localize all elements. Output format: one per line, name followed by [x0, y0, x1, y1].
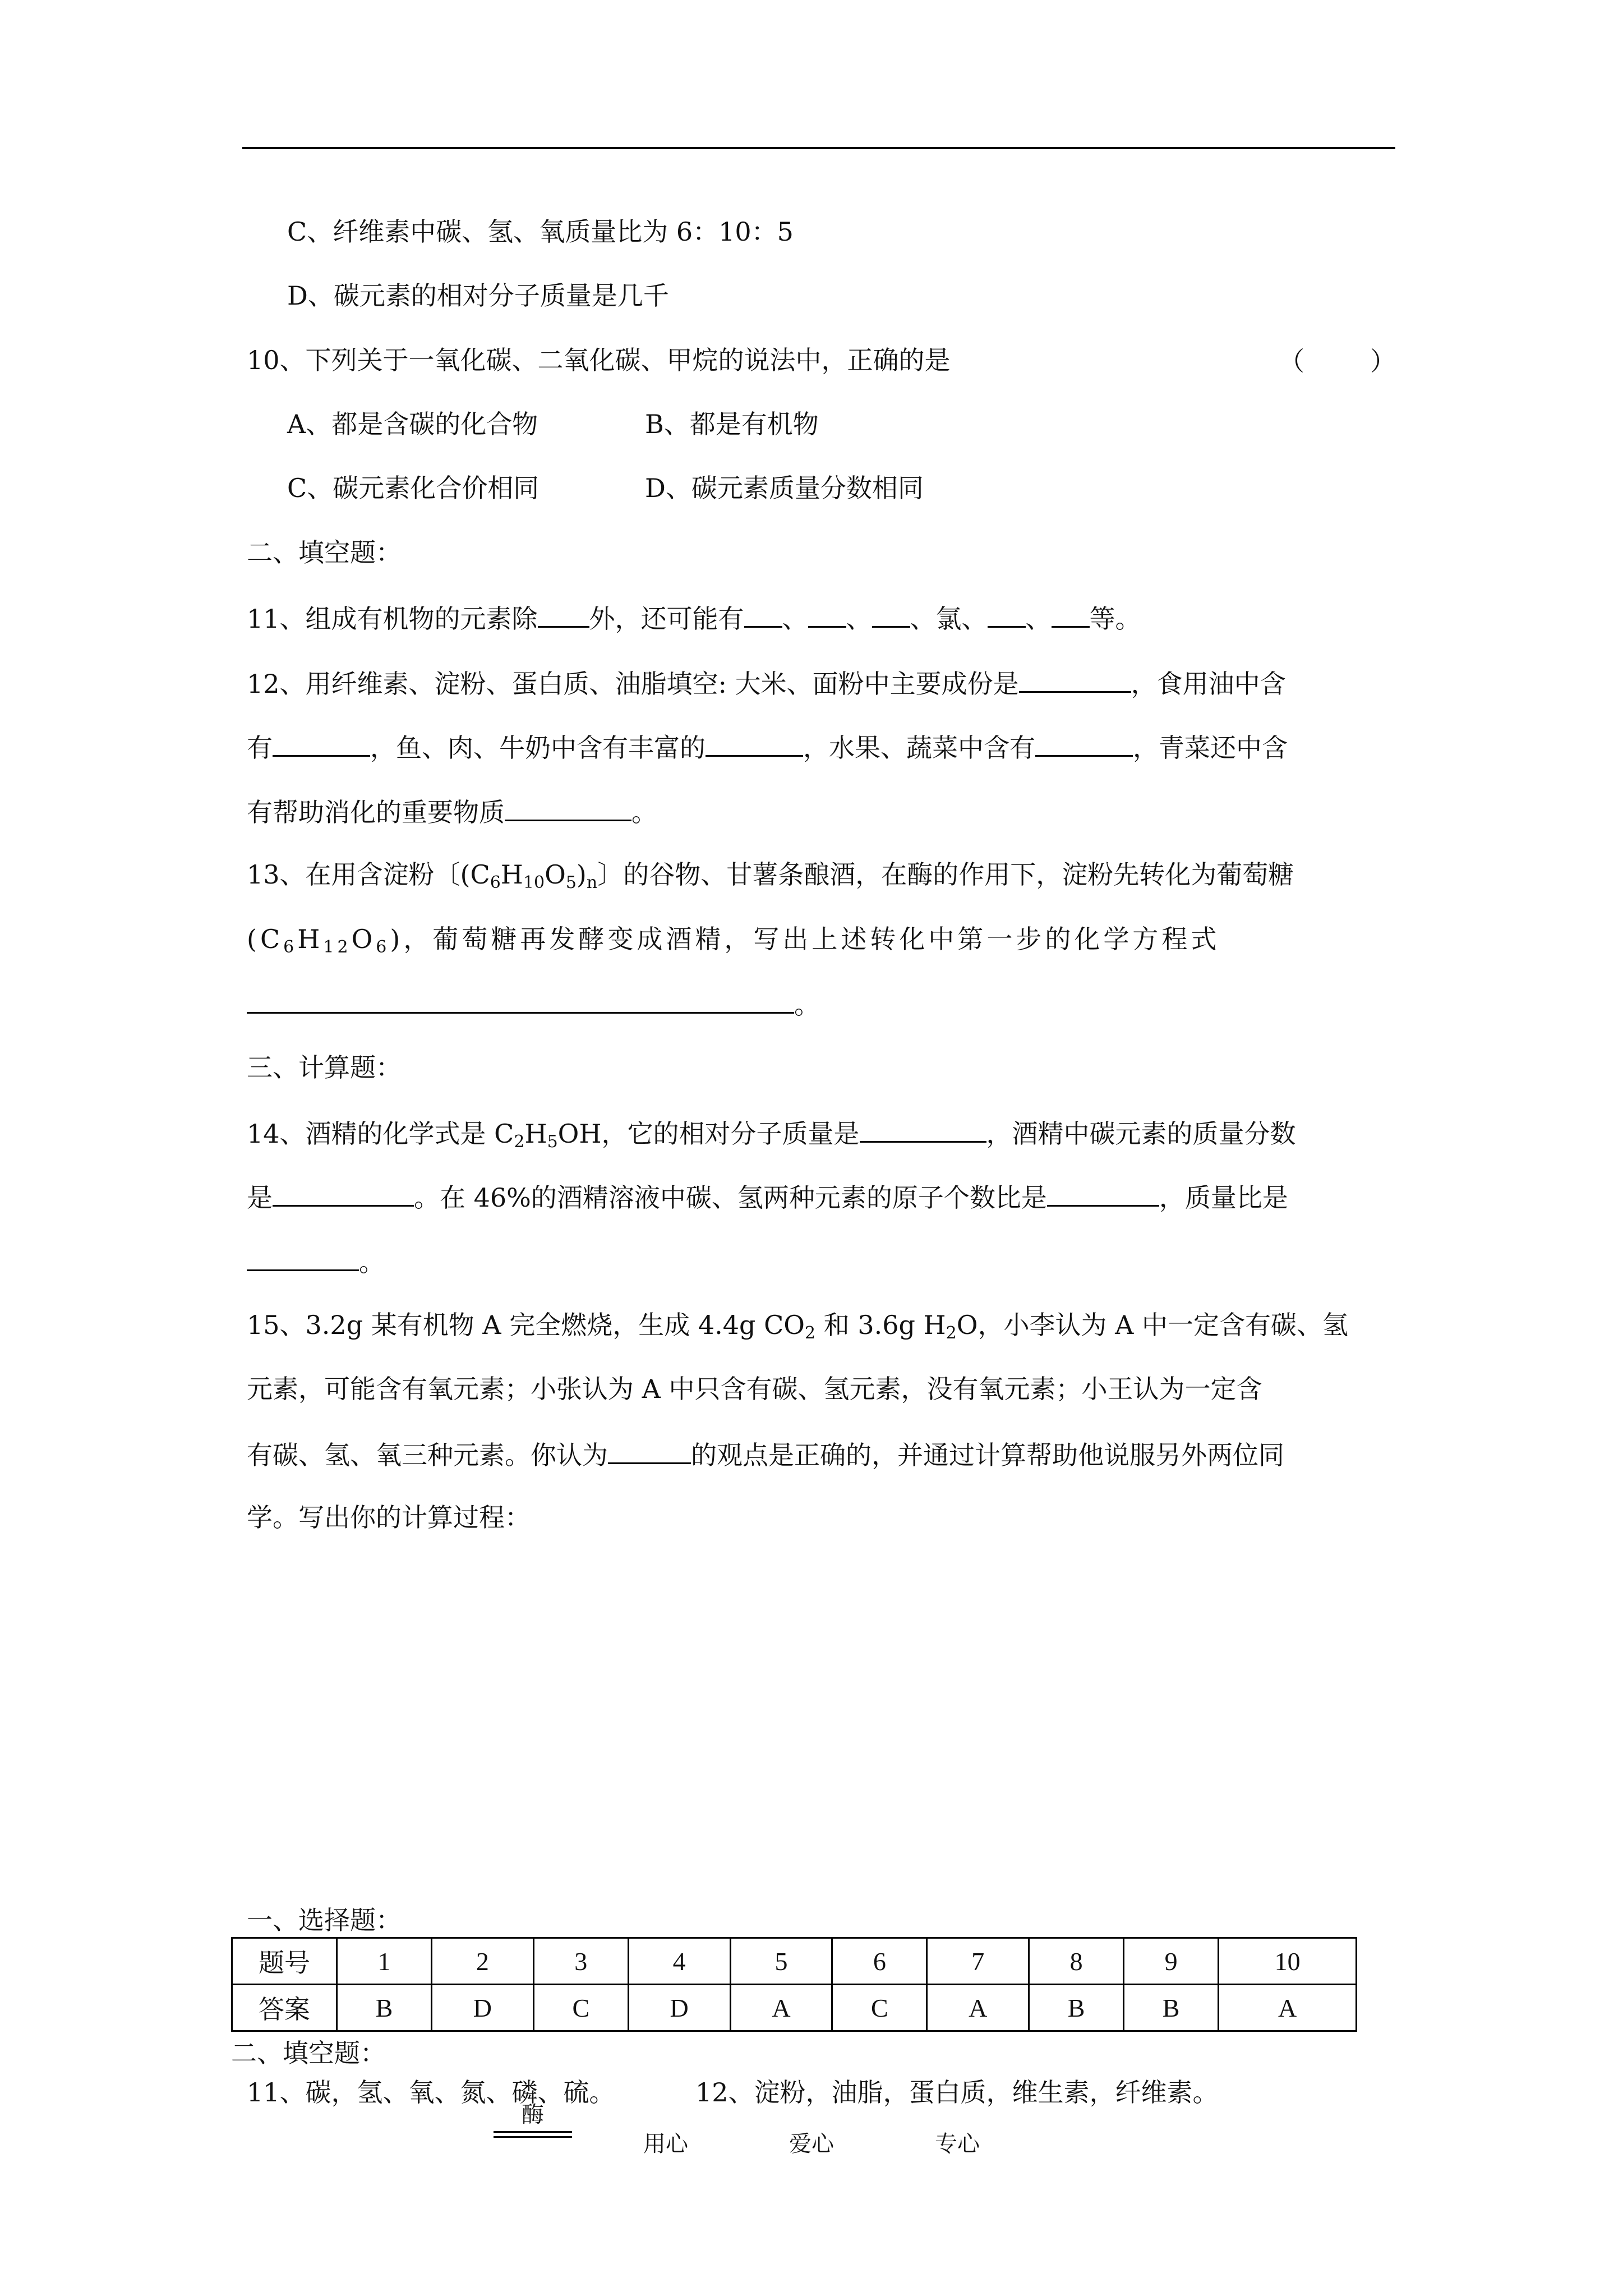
q11-blank-2[interactable] [744, 600, 782, 628]
q12-blank-1[interactable] [1019, 665, 1131, 693]
q12-text: ，食用油中含 [1131, 669, 1286, 699]
q13-text: 〕的谷物、甘薯条酿酒，在酶的作用下，淀粉先转化为葡萄糖 [597, 859, 1294, 890]
q12-text: 。 [631, 797, 657, 827]
q15-text: 15、3.2g 某有机物 A 完全燃烧，生成 4.4g CO [247, 1310, 805, 1340]
footer-text: 爱心 [789, 2131, 834, 2157]
table-cell: 4 [628, 1938, 730, 1985]
q10-answer-bracket: （ ） [1279, 346, 1396, 376]
q13-text: H [297, 924, 324, 954]
q10-option-a: A、都是含碳的化合物 [287, 409, 538, 439]
q13-text: 13、在用含淀粉〔(C [247, 859, 490, 890]
q12-blank-4[interactable] [1035, 729, 1133, 757]
table-cell: B [1029, 1985, 1124, 2031]
answers-section-fill: 二、填空题： [231, 2038, 386, 2068]
q11-text-2: 外，还可能有 [589, 604, 744, 634]
header-rule [242, 147, 1395, 149]
q14-line-2 [247, 1179, 1288, 1214]
q12-line-1 [247, 665, 1286, 701]
q15-blank[interactable] [608, 1437, 691, 1464]
q9-option-c: C、纤维素中碳、氢、氧质量比为 6：10：5 [287, 217, 794, 247]
q14-text: ，酒精中碳元素的质量分数 [986, 1119, 1296, 1149]
table-cell: C [533, 1985, 628, 2031]
answer-11: 11、碳，氢、氧、氮、磷、硫。 [247, 2077, 615, 2108]
q14-blank-3[interactable] [1047, 1179, 1159, 1207]
table-cell: B [1124, 1985, 1219, 2031]
q14-blank-2[interactable] [273, 1179, 414, 1207]
answers-section-choice: 一、选择题： [247, 1905, 402, 1935]
table-row-answers [232, 1985, 1357, 2031]
q13-equation-blank[interactable] [247, 986, 794, 1014]
q12-blank-3[interactable] [706, 729, 803, 757]
q12-text: 12、用纤维素、淀粉、蛋白质、油脂填空: 大米、面粉中主要成份是 [247, 669, 1019, 699]
q14-blank-1[interactable] [860, 1115, 986, 1143]
q14-text: 。在 46%的酒精溶液中碳、氢两种元素的原子个数比是 [414, 1182, 1047, 1213]
table-cell: A [927, 1985, 1029, 2031]
q15-line-1 [247, 1308, 1348, 1342]
subscript: 6 [490, 873, 501, 892]
q13-line-2 [247, 922, 1220, 956]
subscript: 5 [547, 1132, 558, 1152]
subscript: 2 [514, 1132, 525, 1152]
q11-sep: 、 [1025, 604, 1052, 634]
table-cell: D [432, 1985, 534, 2031]
q11-blank-4[interactable] [872, 600, 910, 628]
q15-text: 的观点是正确的，并通过计算帮助他说服另外两位同 [691, 1440, 1284, 1470]
table-header-label: 答案 [232, 1985, 337, 2031]
table-cell: 3 [533, 1938, 628, 1985]
table-cell: 5 [730, 1938, 832, 1985]
q12-text: 有帮助消化的重要物质 [247, 797, 505, 827]
q15-text: O，小李认为 A 中一定含有碳、氢 [956, 1310, 1348, 1340]
subscript: 6 [283, 937, 298, 957]
q14-text: 14、酒精的化学式是 C [247, 1119, 514, 1149]
q11-text-4: 等。 [1089, 604, 1141, 634]
q11-blank-3[interactable] [808, 600, 846, 628]
table-cell: C [832, 1985, 927, 2031]
subscript: 6 [376, 937, 390, 957]
subscript: 5 [565, 873, 577, 892]
q14-text: 。 [359, 1247, 385, 1277]
q12-blank-5[interactable] [505, 794, 631, 821]
q10-option-d: D、碳元素质量分数相同 [645, 473, 924, 503]
page-footer [0, 2126, 1623, 2158]
table-cell: 1 [337, 1938, 432, 1985]
table-header-label: 题号 [232, 1938, 337, 1985]
subscript: 2 [946, 1323, 957, 1343]
q14-text: 是 [247, 1182, 273, 1213]
q11-blank-6[interactable] [1052, 600, 1090, 628]
table-cell: 10 [1219, 1938, 1357, 1985]
q13-text: )，葡萄糖再发酵变成酒精，写出上述转化中第一步的化学方程式 [390, 924, 1220, 954]
q14-text: OH，它的相对分子质量是 [557, 1119, 860, 1149]
answer-12: 12、淀粉，油脂，蛋白质，维生素，纤维素。 [695, 2077, 1219, 2108]
table-cell: 7 [927, 1938, 1029, 1985]
q14-line-1 [247, 1115, 1296, 1151]
q13-line-1 [247, 858, 1294, 891]
table-cell: A [1219, 1985, 1357, 2031]
footer-text: 专心 [935, 2131, 980, 2157]
q13-text: ) [576, 859, 587, 890]
q12-text: 有 [247, 733, 273, 763]
table-cell: D [628, 1985, 730, 2031]
q10-stem: 10、下列关于一氧化碳、二氧化碳、甲烷的说法中，正确的是 [247, 345, 951, 375]
subscript: 2 [804, 1323, 816, 1343]
answer-table [231, 1937, 1357, 2032]
table-cell: 2 [432, 1938, 534, 1985]
q14-blank-4[interactable] [247, 1244, 359, 1271]
q13-text: H [500, 859, 523, 890]
section-fill-in-heading: 二、填空题： [247, 537, 402, 568]
footer-text: 用心 [643, 2131, 688, 2157]
enzyme-label: 酶 [522, 2102, 544, 2128]
q11-sep: 、 [782, 604, 808, 634]
q10-option-b: B、都是有机物 [645, 409, 819, 439]
q9-option-d: D、碳元素的相对分子质量是几千 [287, 280, 669, 311]
q11-blank-5[interactable] [988, 600, 1026, 628]
q14-line-3 [247, 1244, 385, 1279]
q11-line [247, 600, 1141, 636]
subscript: 10 [523, 873, 545, 892]
q13-text: O [545, 859, 566, 890]
q12-blank-2[interactable] [273, 729, 370, 757]
q15-line-3 [247, 1437, 1284, 1472]
q12-line-3 [247, 794, 657, 829]
q15-line-4: 学。写出你的计算过程： [247, 1502, 531, 1533]
q11-blank-1[interactable] [538, 600, 589, 628]
q11-text-1: 11、组成有机物的元素除 [247, 604, 538, 634]
q12-text: ，鱼、肉、牛奶中含有丰富的 [370, 733, 706, 763]
table-row-numbers [232, 1938, 1357, 1985]
q13-text: O [351, 924, 376, 954]
table-cell: A [730, 1985, 832, 2031]
q13-text: (C [247, 924, 284, 954]
q10-option-c: C、碳元素化合价相同 [287, 473, 540, 503]
q13-line-3 [247, 986, 820, 1022]
subscript: n [586, 873, 598, 892]
table-cell: 8 [1029, 1938, 1124, 1985]
q15-text: 和 3.6g H [815, 1310, 946, 1340]
subscript: 12 [323, 937, 352, 957]
q12-text: ，青菜还中含 [1133, 733, 1288, 763]
q11-sep: 、 [846, 604, 872, 634]
q15-line-2: 元素，可能含有氧元素；小张认为 A 中只含有碳、氢元素，没有氧元素；小王认为一定含 [247, 1374, 1262, 1404]
q11-text-3: 、氯、 [910, 604, 988, 634]
q14-text: H [524, 1119, 547, 1149]
table-cell: 6 [832, 1938, 927, 1985]
table-cell: 9 [1124, 1938, 1219, 1985]
q14-text: ，质量比是 [1159, 1182, 1288, 1213]
q12-line-2 [247, 729, 1288, 765]
q15-text: 有碳、氢、氧三种元素。你认为 [247, 1440, 608, 1470]
q12-text: ，水果、蔬菜中含有 [803, 733, 1035, 763]
q13-text: 。 [794, 990, 820, 1020]
section-calc-heading: 三、计算题： [247, 1052, 402, 1083]
table-cell: B [337, 1985, 432, 2031]
